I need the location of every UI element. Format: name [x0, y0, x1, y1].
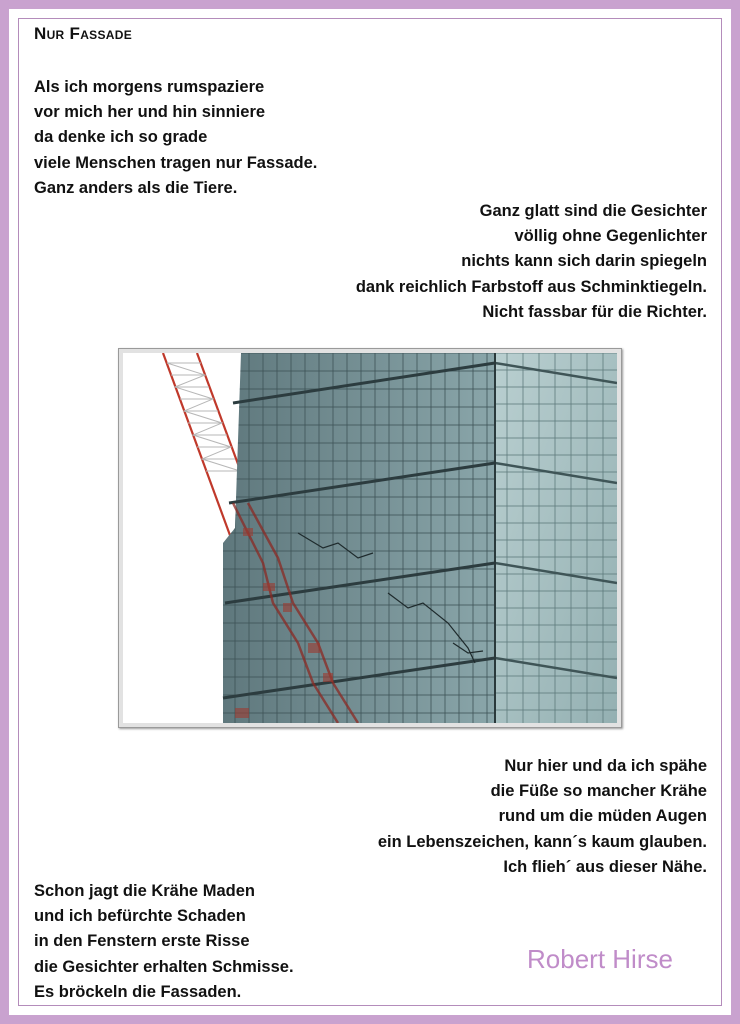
poem-line: da denke ich so grade [34, 128, 208, 147]
poem-line: die Gesichter erhalten Schmisse. [34, 957, 294, 976]
poem-line: Es bröckeln die Fassaden. [34, 982, 242, 1001]
poem-title: Nur Fassade [34, 24, 133, 43]
poem-line: Ganz glatt sind die Gesichter [479, 202, 707, 220]
poem-line: rund um die müden Augen [498, 807, 707, 826]
poem-line: viele Menschen tragen nur Fassade. [34, 153, 318, 172]
stanza-3 [378, 754, 707, 880]
poem-line: Ich flieh´ aus dieser Nähe. [503, 857, 707, 876]
photo-frame [118, 348, 622, 728]
poem-line: Nur hier und da ich spähe [504, 757, 707, 775]
building-photo [123, 353, 617, 723]
stanza-2 [356, 199, 707, 325]
stanza-1 [34, 75, 317, 201]
poem-line: ein Lebenszeichen, kann´s kaum glauben. [377, 832, 707, 851]
poem-line: Ganz anders als die Tiere. [34, 178, 238, 197]
poem-line: völlig ohne Gegenlichter [514, 227, 707, 246]
poem-line: Nicht fassbar für die Richter. [482, 302, 707, 321]
poem-line: Als ich morgens rumspaziere [34, 78, 265, 96]
poem-line: und ich befürchte Schaden [34, 907, 246, 926]
poem-line: nichts kann sich darin spiegeln [461, 252, 707, 271]
stanza-4 [34, 879, 294, 1005]
poem-line: Schon jagt die Krähe Maden [34, 882, 255, 900]
poem-line: dank reichlich Farbstoff aus Schminktiegeln. [355, 277, 707, 296]
poem-line: vor mich her und hin sinniere [34, 103, 266, 122]
author-signature: Robert Hirse [527, 944, 673, 974]
poem-line: in den Fenstern erste Risse [34, 932, 250, 951]
skyscraper-image [123, 353, 617, 723]
poem-line: die Füße so mancher Krähe [490, 782, 707, 801]
